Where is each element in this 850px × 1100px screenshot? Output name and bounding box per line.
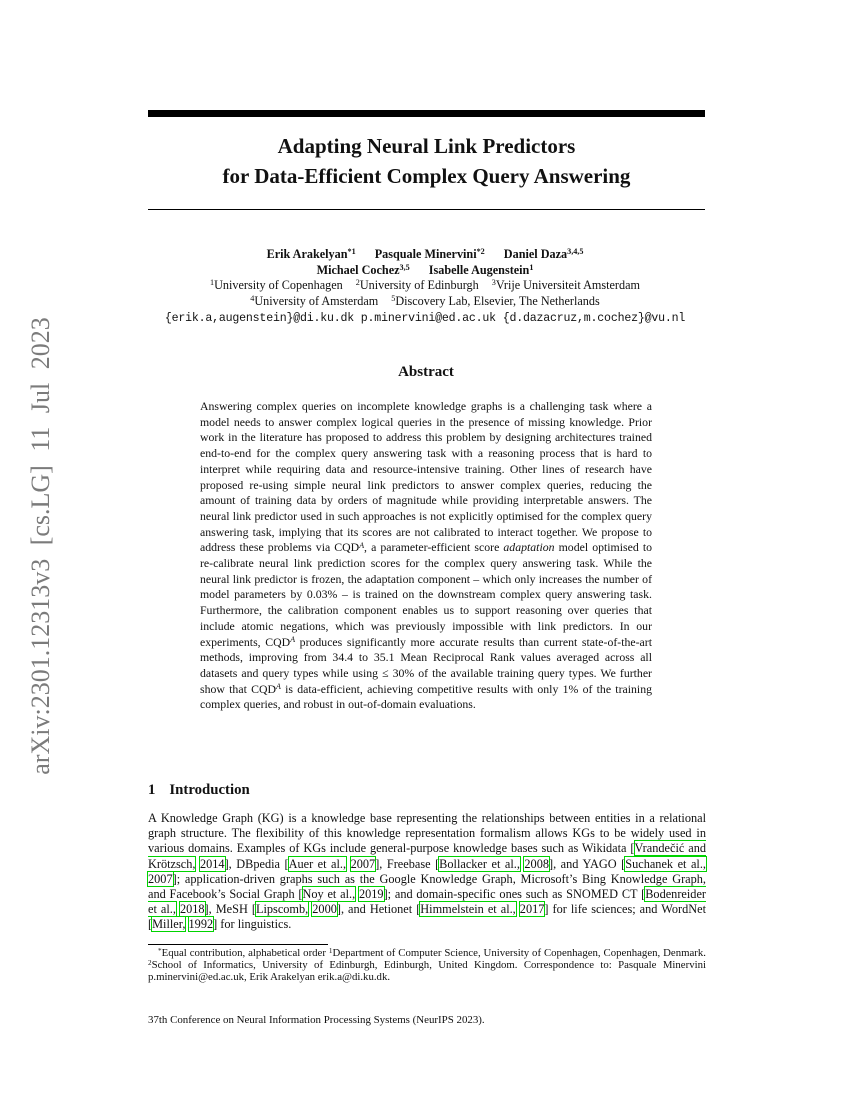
citation-bodenreider[interactable]: Bodenreider et al., [148,887,706,917]
text-segment: ], MeSH [ [204,902,256,917]
footnote-text [148,948,706,983]
text-segment: is data-efficient, achieving competitive results with only 1% of the training complex queries, and robust in out-of-domain evaluations. [200,681,653,712]
author-affiliation-mark: *2 [476,247,485,257]
citation-suchanek-year[interactable]: 2007 [148,871,173,886]
citation-vrandecic-krotzsch-year[interactable]: 2014 [199,856,225,871]
author [375,247,485,261]
author [267,247,356,261]
arxiv-stamp: arXiv:2301.12313v3 [cs.LG] 11 Jul 2023 [26,317,55,775]
text-segment: ] for linguistics. [213,917,292,932]
introduction-paragraph [148,811,706,933]
author-affiliation-mark: 1 [529,262,534,272]
section-heading-introduction [148,782,250,799]
paper-title-line1: Adapting Neural Link Predictors [277,134,576,158]
abstract-heading: Abstract [398,364,454,380]
text-segment: produces significantly more accurate results than current state-of-the-art methods, improving from 34.4 to 35.1 Mean Reciprocal Rank values averaged across all datasets and query types while using ≤ 30% of the available training query types. We further show that CQD [200,634,652,696]
text-segment: 2 [148,958,152,967]
text-segment: 1 [210,278,215,288]
text-segment: School of Informatics, University of Edinburgh, Edinburgh, United Kingdom. Correspondence to: Pasquale Minervini p.minervini@ed.ac.uk, Erik Arakelyan erik.a@di.ku.dk. [148,958,706,983]
text-segment: University of Edinburgh [359,278,479,292]
author-name: Pasquale Minervini [374,247,477,261]
text-segment: ]; application-driven graphs such as the Google Knowledge Graph, Microsoft’s Bing Knowledge Graph, and Facebook’s Social Graph [ [148,871,706,902]
author-row-1 [110,247,740,263]
conference-footer: 37th Conference on Neural Information Processing Systems (NeurIPS 2023). [148,1014,485,1026]
citation-miller-year[interactable]: 1992 [188,917,214,932]
author-name: Erik Arakelyan [266,247,348,261]
text-segment: Answering complex queries on incomplete knowledge graphs is a challenging task where a model needs to answer complex logical queries in the presence of missing knowledge. Prior work in the literature has proposed to address this problem by designing architectures trained end-to-end for the complex query answering task with a reasoning process that is hard to interpret while requiring data and resource-intensive training. Other lines of research have proposed re-using simple neural link predictors to answer complex queries, reducing the amount of training data by orders of magnitude while providing interpretable answers. The neural link predictor used in such approaches is not explicitly optimised for the complex query answering task, implying that its scores are not calibrated to interact together. We propose to address these problems via CQD [200,399,652,555]
affiliation-row-2 [110,294,740,310]
text-segment: 1 [328,946,333,955]
author-name: Michael Cochez [316,262,400,277]
text-segment: University of Copenhagen [214,278,343,292]
author [504,247,584,261]
footnote-rule [148,944,328,945]
author-affiliation-mark: 3,4,5 [567,247,584,257]
text-segment: ] for life sciences; and WordNet [ [148,902,706,932]
text-segment: adaptation [503,540,555,555]
text-segment: A [359,540,365,550]
title-rule-bottom [148,209,705,210]
citation-vrandecic-krotzsch[interactable]: Vrandečić and Krötzsch, [148,841,706,871]
text-segment: 4 [250,293,255,303]
author-row-2 [110,263,740,279]
text-segment: A [290,635,296,644]
title-rule-top [148,110,705,117]
author [429,263,534,277]
text-segment: A [276,682,281,692]
text-segment: 5 [391,293,396,303]
text-segment: * [158,946,162,955]
paper-title-line2: for Data-Efficient Complex Query Answering [222,164,631,188]
author-affiliation-mark: 3,5 [399,262,410,272]
text-segment: Equal contribution, alphabetical order [161,947,329,959]
section-number: 1 [148,782,156,798]
citation-lipscomb[interactable]: Lipscomb, [255,902,309,917]
citation-bollacker-year[interactable]: 2008 [524,856,549,871]
paper-title [148,131,705,191]
citation-auer-year[interactable]: 2007 [350,856,376,871]
citation-miller[interactable]: Miller, [152,917,186,932]
text-segment: ], DBpedia [ [224,856,289,871]
section-title: Introduction [169,782,250,798]
text-segment: ], Freebase [ [375,856,440,871]
text-segment: Department of Computer Science, University of Copenhagen, Copenhagen, Denmark. [332,947,706,959]
author-affiliation-mark: *1 [347,247,356,257]
text-segment: ], and Hetionet [ [336,902,421,917]
citation-bodenreider-year[interactable]: 2018 [179,902,205,917]
citation-noy-year[interactable]: 2019 [358,887,384,902]
citation-suchanek[interactable]: Suchanek et al., [625,856,706,871]
text-segment: , a parameter-efficient score [364,540,504,555]
citation-bollacker[interactable]: Bollacker et al., [439,856,520,871]
text-segment: 3 [491,278,496,288]
text-segment [346,857,351,871]
text-segment: model optimised to re-calibrate neural link prediction scores for the complex query answering task. While the neural link predictor is frozen, the adaptation component – which only increases the number of model parameters by 0.03% – is trained on the downstream complex query answering task. Furthermore, the calibration component enables us to support reasoning over queries that include atomic negations, which was previously impossible with link predictors. In our experiments, CQD [200,540,652,649]
citation-noy[interactable]: Noy et al., [302,887,356,902]
text-segment: ]; and domain-specific ones such as SNOMED CT [ [383,887,646,902]
text-segment: 2 [355,278,360,288]
author-name: Isabelle Augenstein [428,262,530,277]
text-segment: ], and YAGO [ [549,856,626,871]
author-emails: {erik.a,augenstein}@di.ku.dk p.minervini@ed.ac.uk {d.dazacruz,m.cochez}@vu.nl [164,312,686,325]
citation-auer[interactable]: Auer et al., [288,856,347,871]
citation-himmelstein[interactable]: Himmelstein et al., [420,902,516,917]
affiliation-row-1 [110,278,740,294]
text-segment: A Knowledge Graph (KG) is a knowledge base representing the relationships between entities in a relational graph structure. The flexibility of this knowledge representation formalism allows KGs to be widely used in various domains. Examples of KGs include general-purpose knowledge bases such as Wikidata [ [148,811,706,856]
author [317,263,410,277]
text-segment: University of Amsterdam [254,293,379,308]
citation-himmelstein-year[interactable]: 2017 [519,902,545,917]
authors-block [110,247,740,327]
citation-lipscomb-year[interactable]: 2000 [312,902,337,917]
text-segment: Discovery Lab, Elsevier, The Netherlands [395,293,600,308]
author-name: Daniel Daza [503,247,568,261]
text-segment: Vrije Universiteit Amsterdam [495,278,640,292]
abstract-text [200,399,652,713]
